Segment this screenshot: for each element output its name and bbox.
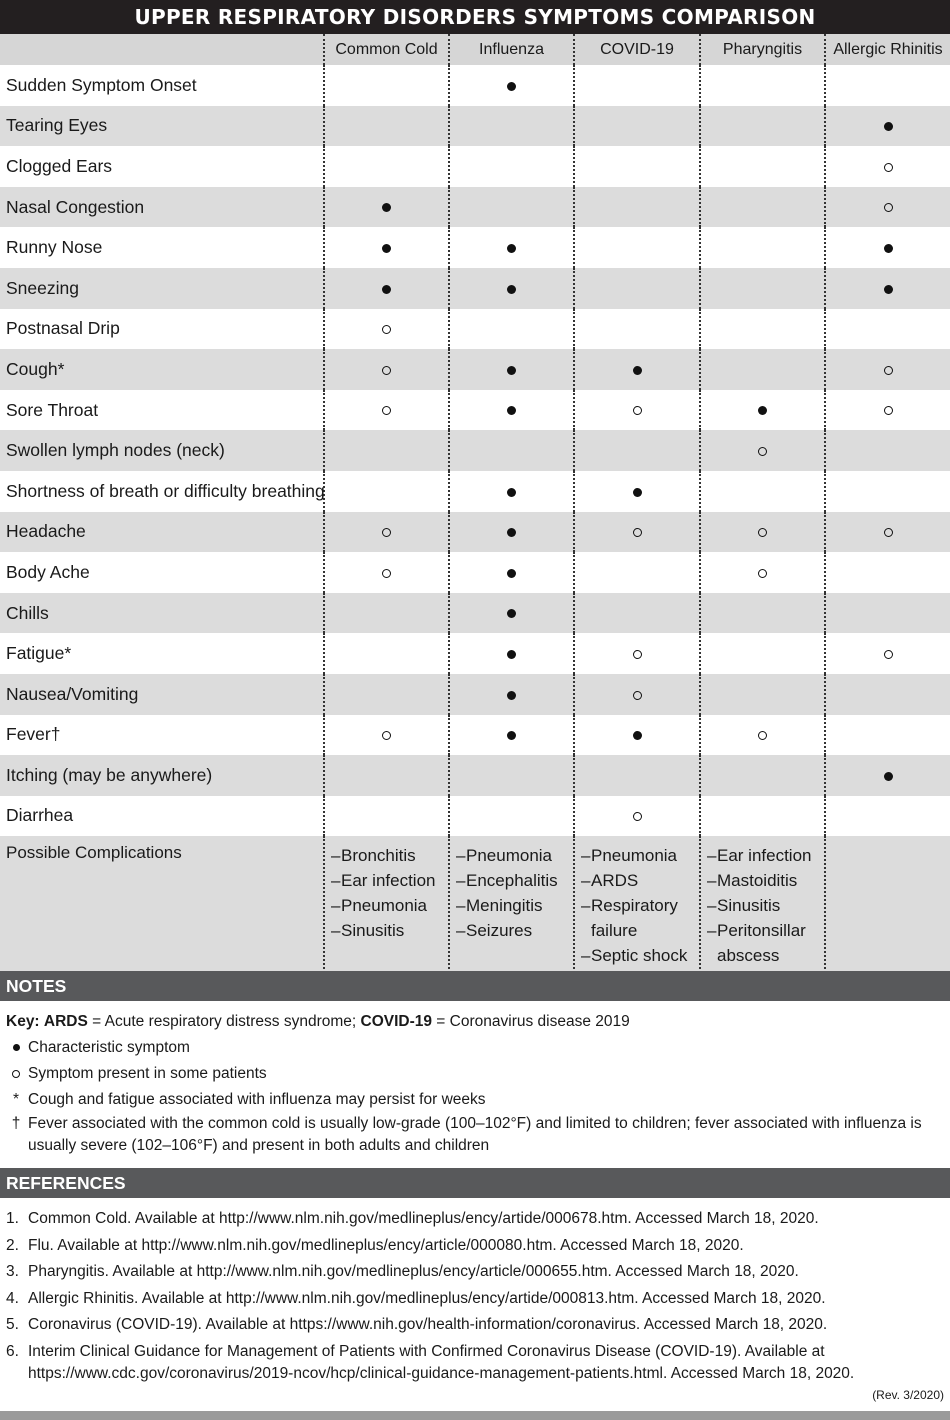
filled-dot-icon (507, 691, 516, 700)
cell-common-cold (324, 593, 449, 634)
complication-text: Mastoiditis (717, 871, 798, 891)
cell-allergic-rhinitis (825, 512, 950, 553)
complication-text: Ear infection (717, 846, 812, 866)
cell-common-cold (324, 390, 449, 431)
complication-item (331, 893, 448, 918)
cell-allergic-rhinitis (825, 796, 950, 837)
filled-dot-icon (382, 203, 391, 212)
open-circle-icon (382, 528, 391, 537)
reference-text: Interim Clinical Guidance for Management of Patients with Confirmed Coronavirus Disease (COVID-19). Available at https://www.cdc.gov/coronavirus/2019-ncov/hcp/clinical-guidance-management-patients.html. Accessed March 18, 2020. (28, 1342, 855, 1382)
cell-influenza (449, 715, 574, 756)
cell-pharyngitis (700, 512, 825, 553)
cell-pharyngitis (700, 430, 825, 471)
complication-text: Respiratory (591, 896, 678, 916)
dash-marker: – (456, 871, 466, 891)
reference-text: Allergic Rhinitis. Available at http://www.nlm.nih.gov/medlineplus/ency/artide/000813.htm. Accessed March 18, 2020. (28, 1289, 826, 1307)
open-circle-icon (382, 731, 391, 740)
key-line (6, 1009, 941, 1035)
complication-item (456, 918, 573, 943)
open-circle-icon (382, 406, 391, 415)
filled-dot-icon (6, 1036, 26, 1060)
reference-item (6, 1261, 941, 1283)
symptom-label: Runny Nose (6, 237, 103, 258)
dash-marker: – (456, 896, 466, 916)
cell-common-cold (324, 309, 449, 350)
cell-allergic-rhinitis (825, 755, 950, 796)
reference-number: 2. (6, 1236, 19, 1254)
cell-allergic-rhinitis (825, 471, 950, 512)
filled-dot-icon (884, 285, 893, 294)
complication-text: failure (591, 921, 638, 941)
cell-influenza (449, 268, 574, 309)
complication-item (707, 893, 824, 918)
notes-section (6, 1009, 941, 1157)
symptom-label: Fatigue* (6, 643, 72, 664)
cell-covid-19 (574, 65, 700, 106)
filled-dot-icon (507, 406, 516, 415)
reference-item (6, 1208, 941, 1230)
table-row (0, 309, 950, 350)
complication-text: Pneumonia (341, 896, 428, 916)
reference-item (6, 1314, 941, 1336)
cell-influenza (449, 430, 574, 471)
cell-allergic-rhinitis (825, 65, 950, 106)
cell-influenza (449, 552, 574, 593)
open-circle-icon (758, 731, 767, 740)
references-list (6, 1208, 941, 1385)
cell-pharyngitis (700, 755, 825, 796)
cell-common-cold (324, 796, 449, 837)
cell-pharyngitis (700, 471, 825, 512)
cell-covid-19 (574, 349, 700, 390)
cell-covid-19 (574, 106, 700, 147)
cell-influenza (449, 471, 574, 512)
table-row (0, 146, 950, 187)
symptom-label: Sudden Symptom Onset (6, 74, 197, 95)
open-circle-icon (633, 691, 642, 700)
table-row (0, 796, 950, 837)
open-circle-icon (758, 528, 767, 537)
symptom-label: Sore Throat (6, 399, 99, 420)
filled-dot-icon (507, 488, 516, 497)
symptom-label: Clogged Ears (6, 155, 113, 176)
cell-common-cold (324, 430, 449, 471)
cell-influenza (449, 309, 574, 350)
cell-pharyngitis (700, 674, 825, 715)
complication-item (456, 868, 573, 893)
cell-covid-19 (574, 674, 700, 715)
cell-covid-19 (574, 309, 700, 350)
cell-pharyngitis (700, 390, 825, 431)
cell-allergic-rhinitis (825, 227, 950, 268)
open-circle-icon (633, 528, 642, 537)
symptom-label: Chills (0, 593, 324, 634)
cell-covid-19 (574, 268, 700, 309)
reference-text: Pharyngitis. Available at http://www.nlm.nih.gov/medlineplus/ency/article/000655.htm. Accessed March 18, 2020. (28, 1263, 799, 1280)
dash-marker: – (707, 846, 717, 866)
cell-influenza (449, 227, 574, 268)
complication-text: Peritonsillar (717, 921, 806, 941)
filled-dot-icon (507, 609, 516, 618)
complication-text: Meningitis (466, 896, 543, 916)
filled-dot-icon (884, 244, 893, 253)
legend-filled-text: Characteristic symptom (28, 1039, 190, 1056)
open-circle-icon (382, 569, 391, 578)
complications-allergic-rhinitis (825, 836, 950, 973)
filled-dot-icon (507, 650, 516, 659)
filled-dot-icon (507, 366, 516, 375)
cell-allergic-rhinitis (825, 106, 950, 147)
table-row (0, 390, 950, 431)
reference-number: 4. (6, 1289, 19, 1307)
cell-common-cold (324, 633, 449, 674)
cell-common-cold (324, 674, 449, 715)
column-header-common-cold: Common Cold (324, 34, 449, 65)
table-row (0, 512, 950, 553)
reference-item (6, 1235, 941, 1257)
symptom-label: Fever† (6, 724, 61, 745)
key-covid-definition: = Coronavirus disease 2019 (432, 1013, 630, 1030)
cell-influenza (449, 512, 574, 553)
cell-allergic-rhinitis (825, 430, 950, 471)
cell-allergic-rhinitis (825, 349, 950, 390)
symptom-label: Nasal Congestion (0, 187, 324, 228)
complication-item (331, 843, 448, 868)
cell-covid-19 (574, 593, 700, 634)
complication-item (581, 943, 699, 968)
dash-marker: – (581, 846, 591, 866)
dash-marker: – (456, 846, 466, 866)
symptom-label: Sneezing (0, 268, 324, 309)
dash-marker: – (581, 896, 591, 916)
filled-dot-icon (507, 528, 516, 537)
cell-influenza (449, 593, 574, 634)
dash-marker: – (581, 871, 591, 891)
cell-pharyngitis (700, 227, 825, 268)
table-row (0, 633, 950, 674)
complication-item (581, 843, 699, 868)
header-blank (0, 34, 324, 65)
symptom-label: Diarrhea (6, 805, 74, 826)
complication-item (707, 918, 824, 943)
cell-common-cold (324, 715, 449, 756)
filled-dot-icon (884, 122, 893, 131)
table-row (0, 106, 950, 147)
open-circle-icon (382, 366, 391, 375)
note-asterisk (6, 1087, 941, 1113)
dash-marker: – (707, 871, 717, 891)
symptom-rows (0, 65, 950, 836)
reference-number: 6. (6, 1342, 19, 1360)
note-dagger-text: Fever associated with the common cold is usually low-grade (100–102°F) and limited to children; fever associated with influenza is usually severe (102–106°F) and present in both adults and children (28, 1115, 922, 1154)
note-dagger (6, 1113, 941, 1157)
column-header-pharyngitis: Pharyngitis (700, 34, 825, 65)
table-row (0, 349, 950, 390)
cell-pharyngitis (700, 146, 825, 187)
key-covid-term: COVID-19 (360, 1013, 432, 1030)
table-header-row (0, 34, 950, 65)
cell-common-cold (324, 349, 449, 390)
dash-marker: – (331, 921, 341, 941)
cell-common-cold (324, 146, 449, 187)
complication-text: Sinusitis (717, 896, 781, 916)
complications-influenza (449, 836, 574, 973)
cell-allergic-rhinitis (825, 552, 950, 593)
cell-covid-19 (574, 552, 700, 593)
column-header-influenza: Influenza (449, 34, 574, 65)
cell-covid-19 (574, 755, 700, 796)
cell-allergic-rhinitis (825, 715, 950, 756)
filled-dot-icon (633, 488, 642, 497)
reference-number: 1. (6, 1210, 19, 1227)
cell-pharyngitis (700, 106, 825, 147)
table-row (0, 227, 950, 268)
symptom-label: Body Ache (6, 561, 90, 582)
open-circle-icon (884, 203, 893, 212)
bottom-bar (0, 1411, 950, 1420)
symptoms-table (0, 34, 950, 973)
key-ards-definition: = Acute respiratory distress syndrome; (87, 1013, 361, 1030)
dash-marker: – (331, 846, 341, 866)
complications-row (0, 836, 950, 973)
complication-text: abscess (717, 946, 780, 966)
symptom-label: Swollen lymph nodes (neck) (0, 430, 324, 471)
cell-common-cold (324, 65, 449, 106)
column-header-covid-19: COVID-19 (574, 34, 700, 65)
open-circle-icon (884, 406, 893, 415)
cell-allergic-rhinitis (825, 633, 950, 674)
cell-influenza (449, 796, 574, 837)
complications-covid-19 (574, 836, 700, 973)
complications-pharyngitis (700, 836, 825, 973)
table-row (0, 552, 950, 593)
filled-dot-icon (633, 731, 642, 740)
cell-pharyngitis (700, 187, 825, 228)
filled-dot-icon (758, 406, 767, 415)
open-circle-icon (633, 812, 642, 821)
cell-allergic-rhinitis (825, 309, 950, 350)
legend-filled (6, 1035, 941, 1061)
complication-item (331, 868, 448, 893)
complication-item (581, 893, 699, 918)
dash-marker: – (331, 896, 341, 916)
reference-number: 5. (6, 1316, 19, 1333)
cell-covid-19 (574, 633, 700, 674)
symptom-label: Tearing Eyes (0, 106, 324, 147)
complication-text: Encephalitis (466, 871, 558, 891)
table-row (0, 430, 950, 471)
cell-common-cold (324, 755, 449, 796)
open-circle-icon (884, 650, 893, 659)
notes-heading: NOTES (0, 971, 950, 1001)
filled-dot-icon (507, 285, 516, 294)
filled-dot-icon (507, 569, 516, 578)
table-row (0, 593, 950, 634)
symptom-label: Cough* (0, 349, 324, 390)
open-circle-icon (884, 163, 893, 172)
cell-pharyngitis (700, 796, 825, 837)
cell-common-cold (324, 106, 449, 147)
cell-allergic-rhinitis (825, 187, 950, 228)
complication-item (331, 918, 448, 943)
symptom-label: Headache (0, 512, 324, 553)
cell-pharyngitis (700, 633, 825, 674)
complication-item (456, 843, 573, 868)
cell-pharyngitis (700, 309, 825, 350)
complication-text: Ear infection (341, 871, 436, 891)
open-circle-icon (633, 406, 642, 415)
asterisk-symbol: * (12, 1091, 20, 1108)
cell-covid-19 (574, 146, 700, 187)
symptom-label: Itching (may be anywhere) (0, 755, 324, 796)
cell-covid-19 (574, 187, 700, 228)
open-circle-icon (884, 366, 893, 375)
filled-dot-icon (507, 244, 516, 253)
open-circle-icon (6, 1062, 26, 1086)
dagger-symbol: † (11, 1115, 21, 1132)
open-circle-icon (382, 325, 391, 334)
table-row (0, 755, 950, 796)
table-row (0, 715, 950, 756)
complication-item (456, 893, 573, 918)
key-ards-term: ARDS (43, 1013, 88, 1030)
references-section (6, 1208, 941, 1389)
table-row (0, 268, 950, 309)
complication-text: Pneumonia (466, 846, 553, 866)
cell-common-cold (324, 512, 449, 553)
cell-common-cold (324, 187, 449, 228)
cell-influenza (449, 390, 574, 431)
cell-allergic-rhinitis (825, 390, 950, 431)
cell-influenza (449, 187, 574, 228)
complication-text: Pneumonia (591, 846, 678, 866)
filled-dot-icon (884, 772, 893, 781)
column-header-allergic-rhinitis: Allergic Rhinitis (825, 34, 950, 65)
table-row (0, 187, 950, 228)
complication-text: ARDS (591, 871, 639, 891)
dash-marker: – (456, 921, 466, 941)
reference-text: Common Cold. Available at http://www.nlm.nih.gov/medlineplus/ency/artide/000678.htm. Accessed March 18, 2020. (28, 1210, 819, 1227)
cell-pharyngitis (700, 552, 825, 593)
cell-covid-19 (574, 512, 700, 553)
complication-text: Seizures (466, 921, 533, 941)
table-row (0, 65, 950, 106)
cell-influenza (449, 674, 574, 715)
cell-influenza (449, 349, 574, 390)
cell-covid-19 (574, 471, 700, 512)
complications-label: Possible Complications (0, 836, 324, 973)
open-circle-icon (884, 528, 893, 537)
open-circle-icon (633, 650, 642, 659)
reference-item (6, 1288, 941, 1310)
complication-item (707, 943, 824, 968)
filled-dot-icon (507, 731, 516, 740)
cell-allergic-rhinitis (825, 674, 950, 715)
cell-pharyngitis (700, 349, 825, 390)
dash-marker: – (331, 871, 341, 891)
revision-note: (Rev. 3/2020) (872, 1388, 944, 1402)
cell-common-cold (324, 268, 449, 309)
cell-covid-19 (574, 390, 700, 431)
page-title: UPPER RESPIRATORY DISORDERS SYMPTOMS COMPARISON (0, 0, 950, 34)
cell-common-cold (324, 552, 449, 593)
complication-text: Sinusitis (341, 921, 405, 941)
cell-pharyngitis (700, 268, 825, 309)
complication-item (581, 868, 699, 893)
cell-influenza (449, 755, 574, 796)
complications-common-cold (324, 836, 449, 973)
reference-text: Flu. Available at http://www.nlm.nih.gov/medlineplus/ency/article/000080.htm. Accessed March 18, 2020. (28, 1236, 744, 1254)
open-circle-icon (758, 447, 767, 456)
symptom-label: Postnasal Drip (6, 318, 120, 339)
table-row (0, 674, 950, 715)
dash-marker: – (707, 896, 717, 916)
cell-allergic-rhinitis (825, 146, 950, 187)
cell-common-cold (324, 227, 449, 268)
filled-dot-icon (507, 82, 516, 91)
complication-item (707, 843, 824, 868)
complication-text: Septic shock (591, 946, 688, 966)
cell-allergic-rhinitis (825, 268, 950, 309)
legend-open (6, 1061, 941, 1087)
reference-item (6, 1341, 941, 1385)
key-label: Key: (6, 1013, 40, 1030)
cell-influenza (449, 106, 574, 147)
symptom-label: Shortness of breath or difficulty breathing (6, 480, 325, 501)
complication-item (581, 918, 699, 943)
cell-pharyngitis (700, 715, 825, 756)
note-asterisk-text: Cough and fatigue associated with influenza may persist for weeks (28, 1091, 486, 1108)
dash-marker: – (707, 921, 717, 941)
symptom-label: Nausea/Vomiting (0, 674, 324, 715)
cell-covid-19 (574, 430, 700, 471)
filled-dot-icon (382, 244, 391, 253)
cell-influenza (449, 146, 574, 187)
dash-marker: – (581, 946, 591, 966)
legend-open-text: Symptom present in some patients (28, 1065, 267, 1082)
cell-covid-19 (574, 715, 700, 756)
reference-number: 3. (6, 1263, 19, 1280)
cell-allergic-rhinitis (825, 593, 950, 634)
references-heading: REFERENCES (0, 1168, 950, 1198)
filled-dot-icon (382, 285, 391, 294)
cell-pharyngitis (700, 593, 825, 634)
cell-covid-19 (574, 796, 700, 837)
cell-covid-19 (574, 227, 700, 268)
complication-text: Bronchitis (341, 846, 416, 866)
cell-influenza (449, 633, 574, 674)
complication-item (707, 868, 824, 893)
cell-pharyngitis (700, 65, 825, 106)
reference-text: Coronavirus (COVID-19). Available at https://www.nih.gov/health-information/coronavirus. Accessed March 18, 2020. (28, 1316, 828, 1333)
cell-common-cold (324, 471, 449, 512)
filled-dot-icon (633, 366, 642, 375)
open-circle-icon (758, 569, 767, 578)
cell-influenza (449, 65, 574, 106)
table-row (0, 471, 950, 512)
